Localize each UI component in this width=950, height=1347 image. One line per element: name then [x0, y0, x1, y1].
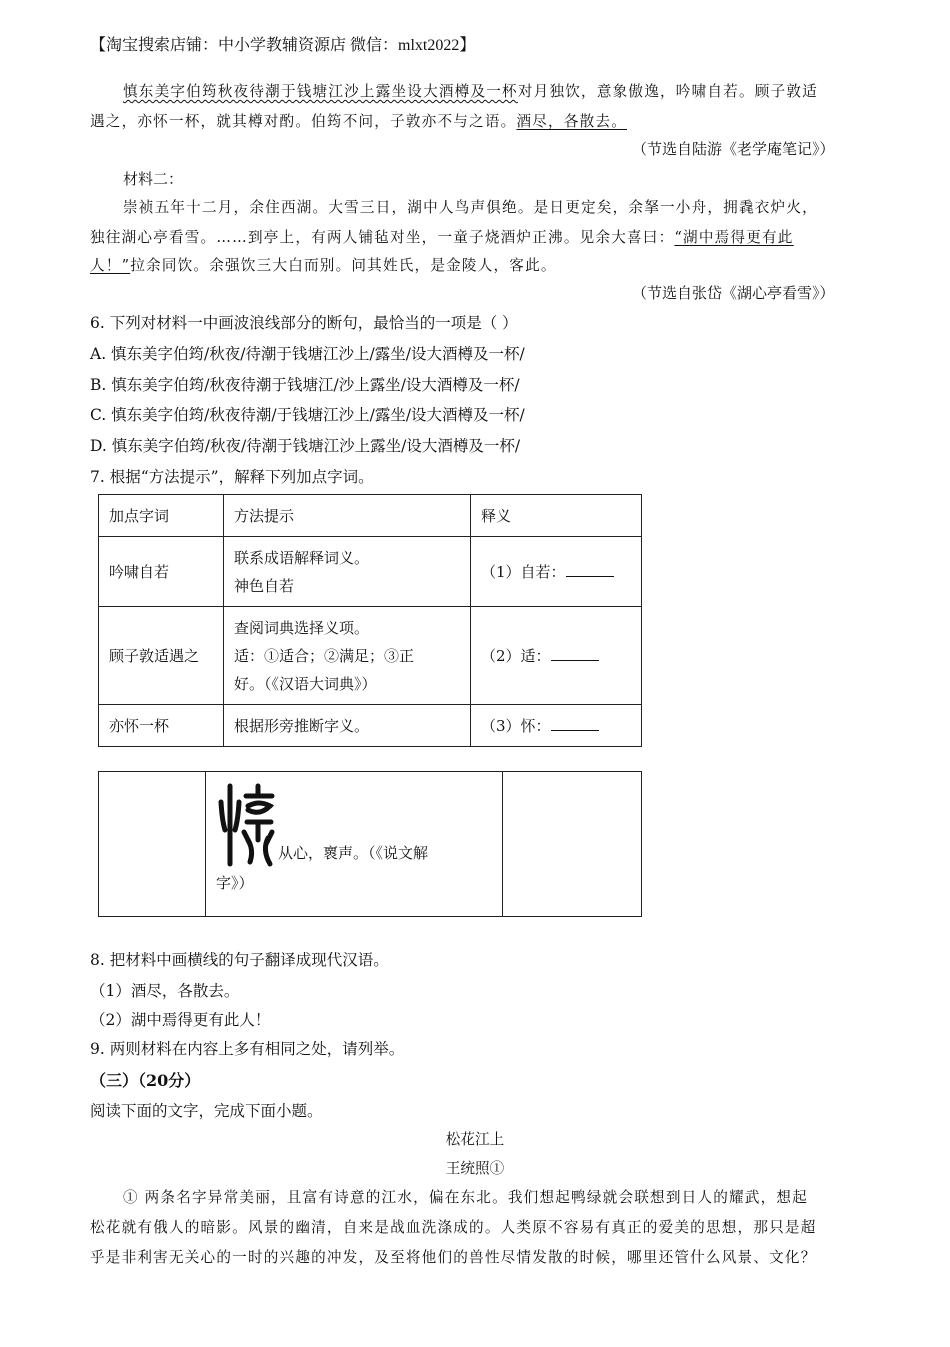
q6-option-c: C. 慎东美字伯筠/秋夜待潮/于钱塘江沙上/露坐/设大酒樽及一杯/	[90, 406, 525, 424]
q6-option-d: D. 慎东美字伯筠/秋夜/待潮于钱塘江沙上露坐/设大酒樽及一杯/	[90, 437, 521, 455]
q9-stem: 9. 两则材料在内容上多有相同之处，请列举。	[90, 1040, 405, 1058]
q6-option-b: B. 慎东美字伯筠/秋夜待潮于钱塘江/沙上露坐/设大酒樽及一杯/	[90, 376, 520, 394]
article-title: 松花江上	[445, 1131, 505, 1148]
table-row	[99, 705, 642, 747]
answer-cell	[471, 537, 642, 607]
answer-blank[interactable]	[551, 646, 599, 661]
answer-cell	[471, 607, 642, 705]
answer-label: （3）怀：	[481, 717, 551, 735]
wavy-underlined-text: 慎东美字伯筠秋夜待潮于钱塘江沙上露坐设大酒樽及一杯	[123, 83, 518, 100]
table-row	[99, 537, 642, 607]
answer-blank[interactable]	[551, 716, 599, 731]
material2-underlined-start: “湖中焉得更有此	[674, 229, 794, 246]
answer-blank[interactable]	[566, 562, 614, 577]
q7-seal-table	[98, 771, 642, 917]
material2-line3-plain: 拉余同饮。余强饮三大白而别。问其姓氏，是金陵人，客此。	[130, 257, 557, 274]
article-paragraph-line: 乎是非利害无关心的一时的兴趣的冲发，及至将他们的兽性尽情发散的时候，哪里还管什么风景、文化？	[90, 1249, 817, 1266]
section3-title: （三）（20分）	[90, 1071, 201, 1090]
hint-line: 查阅词典选择义项。	[234, 618, 370, 637]
word-cell: 吟啸自若	[99, 537, 224, 607]
header-cell: 加点字词	[99, 495, 224, 537]
material1-underlined-sentence: 酒尽，各散去。	[516, 113, 627, 130]
hint-cell	[224, 537, 471, 607]
seal-caption-line2: 字》）	[216, 874, 254, 892]
answer-label: （2）适：	[481, 647, 551, 665]
hint-cell	[224, 607, 471, 705]
hint-line: 神色自若	[234, 576, 295, 595]
material1-line2	[90, 110, 627, 131]
empty-cell	[503, 772, 642, 917]
q7-table	[98, 494, 642, 747]
page-header: 【淘宝搜索店铺：中小学教辅资源店 微信：mlxt2022】	[90, 37, 476, 54]
material1-line1-rest: 对月独饮，意象傲逸，吟啸自若。顾子敦适	[517, 83, 818, 100]
material2-source: （节选自张岱《湖心亭看雪》）	[632, 284, 835, 302]
table-row	[99, 772, 642, 917]
material1-source: （节选自陆游《老学庵笔记》）	[632, 140, 835, 158]
material2-label: 材料二：	[123, 170, 184, 188]
q6-option-a: A. 慎东美字伯筠/秋夜/待潮于钱塘江沙上/露坐/设大酒樽及一杯/	[90, 345, 525, 363]
article-paragraph-line: 松花就有俄人的暗影。风景的幽清，自来是战血洗涤成的。人类原不容易有真正的爱美的思想，那只是超	[90, 1219, 817, 1236]
q7-stem: 7. 根据“方法提示”，解释下列加点字词。	[90, 468, 374, 486]
word-cell: 亦怀一杯	[99, 705, 224, 747]
answer-cell	[471, 705, 642, 747]
material2-line1: 崇祯五年十二月，余住西湖。大雪三日，湖中人鸟声俱绝。是日更定矣，余拏一小舟，拥毳衣炉火，	[123, 199, 818, 216]
answer-label: （1）自若：	[481, 563, 566, 581]
q6-stem: 6. 下列对材料一中画波浪线部分的断句，最恰当的一项是（ ）	[90, 314, 518, 332]
header-cell: 释义	[471, 495, 642, 537]
hint-cell: 根据形旁推断字义。	[224, 705, 471, 747]
hint-line: 联系成语解释词义。	[234, 548, 370, 567]
material2-line3	[90, 254, 557, 275]
q8-item-1: （1）酒尽，各散去。	[90, 982, 240, 1000]
section3-instruction: 阅读下面的文字，完成下面小题。	[90, 1102, 323, 1120]
seal-script-huai-icon	[216, 780, 278, 868]
seal-cell	[206, 772, 503, 917]
material1-line1	[123, 80, 818, 101]
material2-line2	[90, 226, 794, 247]
q8-item-2: （2）湖中焉得更有此人！	[90, 1011, 271, 1029]
empty-cell	[99, 772, 206, 917]
material2-underlined-end: 人！”	[90, 257, 131, 274]
header-cell: 方法提示	[224, 495, 471, 537]
material2-line2-plain: 独往湖心亭看雪。……到亭上，有两人铺毡对坐，一童子烧酒炉正沸。见余大喜曰：	[90, 229, 675, 246]
article-author: 王统照①	[445, 1160, 505, 1177]
hint-line: 好。（《汉语大词典》）	[234, 674, 377, 693]
hint-line: 适：①适合；②满足；③正	[234, 646, 415, 665]
table-row	[99, 607, 642, 705]
seal-caption: 从心，褱声。（《说文解	[278, 844, 429, 862]
table-header-row	[99, 495, 642, 537]
word-cell: 顾子敦适遇之	[99, 607, 224, 705]
material1-line2-plain: 遇之，亦怀一杯，就其樽对酌。伯筠不问，子敦亦不与之语。	[90, 113, 517, 130]
q8-stem: 8. 把材料中画横线的句子翻译成现代汉语。	[90, 951, 389, 969]
article-paragraph-line: ① 两条名字异常美丽，且富有诗意的江水，偏在东北。我们想起鸭绿就会联想到日人的耀武，想起	[123, 1189, 808, 1206]
